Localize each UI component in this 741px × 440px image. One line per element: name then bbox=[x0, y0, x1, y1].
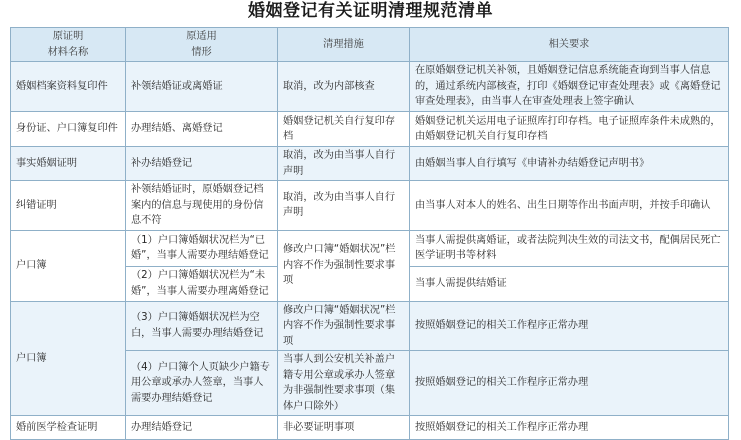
cell-material-name: 事实婚姻证明 bbox=[11, 147, 126, 181]
header-material-name-line1: 原证明 bbox=[52, 31, 84, 42]
table-row bbox=[11, 230, 729, 266]
cell-requirement: 当事人需提供离婚证，或者法院判决生效的司法文书，配偶居民死亡医学证明书等材料 bbox=[410, 230, 729, 266]
cell-requirement: 按照婚姻登记的相关工作程序正常办理 bbox=[410, 416, 729, 440]
cell-measure: 取消，改为由当事人自行声明 bbox=[278, 147, 410, 181]
cell-requirement: 按照婚姻登记的相关工作程序正常办理 bbox=[410, 301, 729, 351]
cell-requirement: 按照婚姻登记的相关工作程序正常办理 bbox=[410, 351, 729, 416]
cell-requirement: 由婚姻当事人自行填写《申请补办结婚登记声明书》 bbox=[410, 147, 729, 181]
cell-applicable-case: （1）户口簿婚姻状况栏为“已婚”，当事人需要办理结婚登记 bbox=[126, 230, 278, 266]
header-applicable-case-line2: 情形 bbox=[191, 46, 212, 58]
cell-measure: 修改户口簿“婚姻状况”栏内容不作为强制性要求事项 bbox=[278, 301, 410, 351]
clearance-table bbox=[10, 27, 729, 440]
cell-material-name: 婚姻档案资料复印件 bbox=[11, 62, 126, 112]
table-row bbox=[11, 112, 729, 147]
document-title: 婚姻登记有关证明清理规范清单 bbox=[248, 1, 493, 21]
cell-applicable-case: 补领结婚证或离婚证 bbox=[126, 62, 278, 112]
table-row bbox=[11, 62, 729, 112]
cell-material-name: 纠错证明 bbox=[11, 181, 126, 231]
cell-applicable-case: （4）户口簿个人页缺少户籍专用公章或承办人签章，当事人需要办理结婚登记 bbox=[126, 351, 278, 416]
cell-requirement: 在原婚姻登记机关补领，且婚姻登记信息系统能查询到当事人信息的，通过系统内部核查，打印《婚姻登记审查处理表》或《离婚登记审查处理表》，由当事人在审查处理表上签字确认 bbox=[410, 62, 729, 112]
cell-measure: 取消，改为内部核查 bbox=[278, 62, 410, 112]
cell-applicable-case: 补领结婚证时，原婚姻登记档案内的信息与现使用的身份信息不符 bbox=[126, 181, 278, 231]
table-row bbox=[11, 301, 729, 351]
cell-measure: 取消，改为由当事人自行声明 bbox=[278, 181, 410, 231]
table-row bbox=[11, 416, 729, 440]
cell-requirement: 当事人需提供结婚证 bbox=[410, 266, 729, 301]
cell-material-name: 婚前医学检查证明 bbox=[11, 416, 126, 440]
cell-measure: 当事人到公安机关补盖户籍专用公章或承办人签章为非强制性要求事项（集体户口除外） bbox=[278, 351, 410, 416]
cell-requirement: 婚姻登记机关运用电子证照库打印存档。电子证照库条件未成熟的，由婚姻登记机关自行复印存档 bbox=[410, 112, 729, 147]
header-applicable-case bbox=[126, 28, 278, 62]
cell-measure: 婚姻登记机关自行复印存档 bbox=[278, 112, 410, 147]
cell-applicable-case: （3）户口簿婚姻状况栏为空白，当事人需要办理结婚登记 bbox=[126, 301, 278, 351]
header-material-name-line2: 材料名称 bbox=[47, 46, 89, 58]
header-row bbox=[11, 28, 729, 62]
cell-measure: 非必要证明事项 bbox=[278, 416, 410, 440]
header-applicable-case-line1: 原适用 bbox=[186, 31, 217, 42]
header-material-name bbox=[11, 28, 126, 62]
cell-applicable-case: 办理结婚、离婚登记 bbox=[126, 112, 278, 147]
header-measure: 清理措施 bbox=[278, 28, 410, 62]
table-row bbox=[11, 147, 729, 181]
cell-measure: 修改户口簿“婚姻状况”栏内容不作为强制性要求事项 bbox=[278, 230, 410, 301]
table-row bbox=[11, 181, 729, 231]
cell-applicable-case: （2）户口簿婚姻状况栏为“未婚”，当事人需要办理离婚登记 bbox=[126, 266, 278, 301]
cell-material-name: 户口簿 bbox=[11, 230, 126, 301]
cell-applicable-case: 办理结婚登记 bbox=[126, 416, 278, 440]
cell-material-name: 户口簿 bbox=[11, 301, 126, 416]
cell-applicable-case: 补办结婚登记 bbox=[126, 147, 278, 181]
cell-requirement: 由当事人对本人的姓名、出生日期等作出书面声明，并按手印确认 bbox=[410, 181, 729, 231]
cell-material-name: 身份证、户口簿复印件 bbox=[11, 112, 126, 147]
header-requirement: 相关要求 bbox=[410, 28, 729, 62]
